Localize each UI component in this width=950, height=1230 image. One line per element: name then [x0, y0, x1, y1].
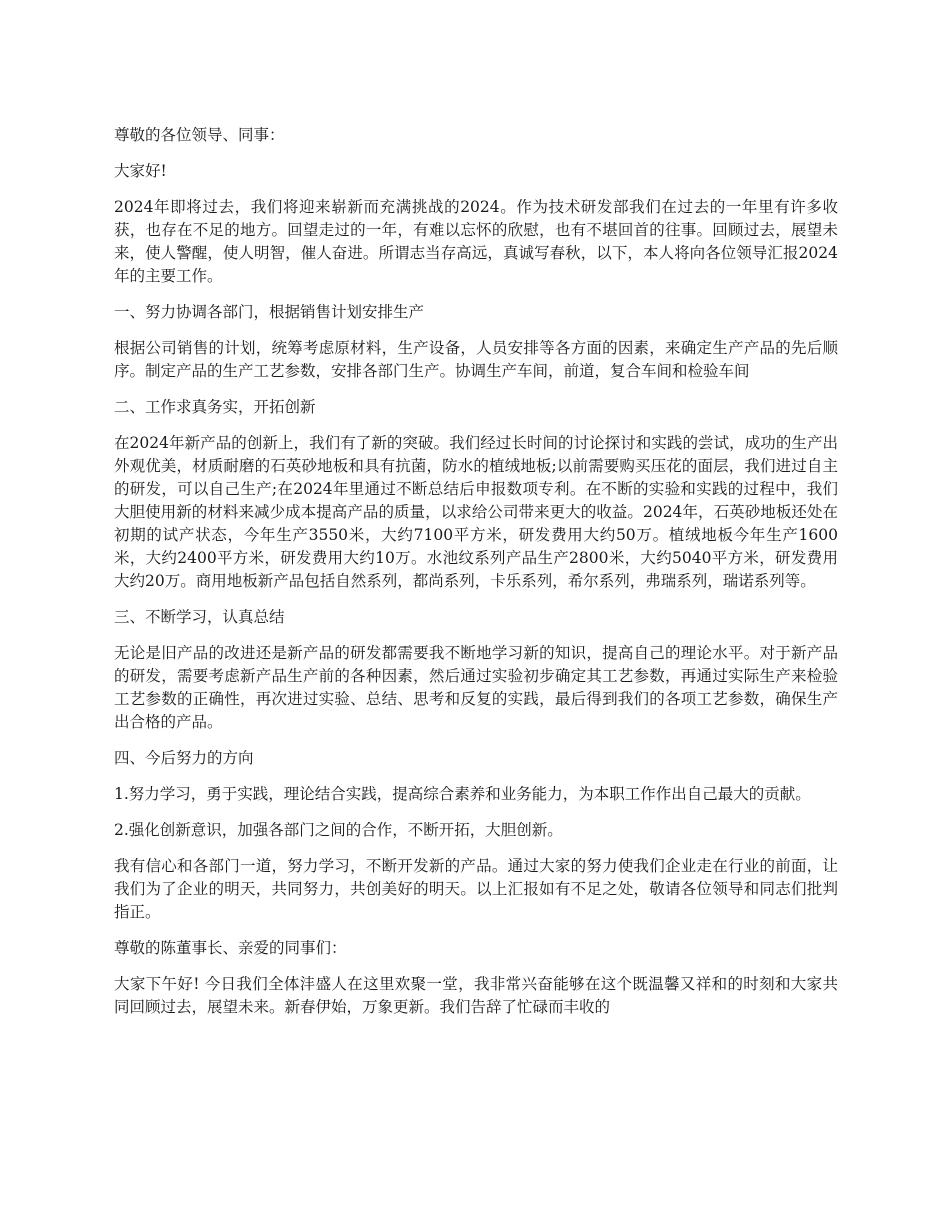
second-salutation: 尊敬的陈董事长、亲爱的同事们： [114, 939, 347, 957]
section-heading-4: 四、今后努力的方向 [114, 749, 254, 767]
closing-paragraph: 我有信心和各部门一道，努力学习，不断开发新的产品。通过大家的努力使我们企业走在行业的前面，让我们为了企业的明天，共同努力，共创美好的明天。以上汇报如有不足之处，敬请各位领导和同志们批判指正。 [114, 857, 838, 921]
section-1-paragraph: 根据公司销售的计划，统筹考虑原材料，生产设备，人员安排等各方面的因素，来确定生产产品的先后顺序。制定产品的生产工艺参数，安排各部门生产。协调生产车间，前道，复合车间和检验车间 [114, 339, 838, 380]
second-greeting-paragraph: 大家下午好! 今日我们全体沣盛人在这里欢聚一堂，我非常兴奋能够在这个既温馨又祥和的时刻和大家共同回顾过去，展望未来。新春伊始，万象更新。我们告辞了忙碌而丰收的 [114, 975, 838, 1016]
section-heading-3: 三、不断学习，认真总结 [114, 608, 285, 626]
greeting: 大家好! [114, 162, 167, 180]
section-heading-2: 二、工作求真务实，开拓创新 [114, 398, 316, 416]
salutation: 尊敬的各位领导、同事： [114, 126, 285, 144]
intro-paragraph: 2024年即将过去，我们将迎来崭新而充满挑战的2024。作为技术研发部我们在过去的一年里有许多收获，也存在不足的地方。回望走过的一年，有难以忘怀的欣慰，也有不堪回首的往事。回顾过去，展望未来，使人警醒，使人明智，催人奋进。所谓志当存高远，真诚写春秋，以下，本人将向各位领导汇报2024年的主要工作。 [114, 198, 838, 285]
document-body [114, 124, 838, 1032]
list-item-2: 2.强化创新意识，加强各部门之间的合作，不断开拓，大胆创新。 [114, 821, 563, 839]
section-3-paragraph: 无论是旧产品的改进还是新产品的研发都需要我不断地学习新的知识，提高自己的理论水平。对于新产品的研发，需要考虑新产品生产前的各种因素，然后通过实验初步确定其工艺参数，再通过实际生产来检验工艺参数的正确性，再次进过实验、总结、思考和反复的实践，最后得到我们的各项工艺参数，确保生产出合格的产品。 [114, 644, 838, 731]
section-2-paragraph: 在2024年新产品的创新上，我们有了新的突破。我们经过长时间的讨论探讨和实践的尝试，成功的生产出外观优美，材质耐磨的石英砂地板和具有抗菌，防水的植绒地板;以前需要购买压花的面层，我们进过自主的研发，可以自己生产;在2024年里通过不断总结后申报数项专利。在不断的实验和实践的过程中，我们大胆使用新的材料来减少成本提高产品的质量，以求给公司带来更大的收益。2024年，石英砂地板还处在初期的试产状态，今年生产3550米，大约7100平方米，研发费用大约50万。植绒地板今年生产1600米，大约2400平方米，研发费用大约10万。水池纹系列产品生产2800米，大约5040平方米，研发费用大约20万。商用地板新产品包括自然系列，都尚系列，卡乐系列，希尔系列，弗瑞系列，瑞诺系列等。 [114, 434, 838, 590]
list-item-1: 1.努力学习，勇于实践，理论结合实践，提高综合素养和业务能力，为本职工作作出自己最大的贡献。 [114, 785, 811, 803]
section-heading-1: 一、努力协调各部门，根据销售计划安排生产 [114, 303, 425, 321]
